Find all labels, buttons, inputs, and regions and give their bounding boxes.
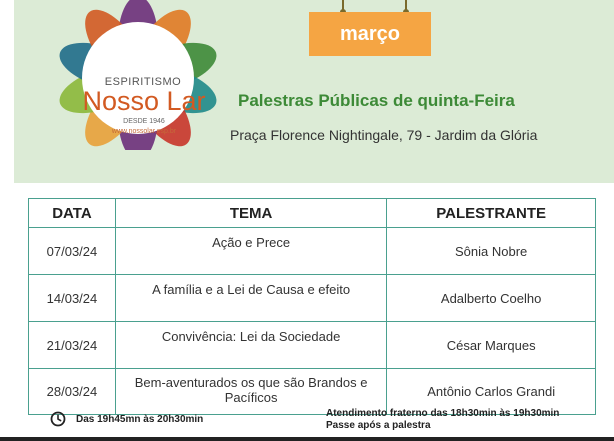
- header-speaker: PALESTRANTE: [387, 199, 596, 228]
- clock-icon: [50, 411, 66, 427]
- row-date: 28/03/24: [29, 369, 116, 415]
- row-speaker: Antônio Carlos Grandi: [387, 369, 596, 415]
- row-date: 14/03/24: [29, 275, 116, 322]
- row-date: 07/03/24: [29, 228, 116, 275]
- brand-name: Nosso Lar: [82, 86, 206, 116]
- row-topic: Convivência: Lei da Sociedade: [115, 322, 386, 369]
- row-speaker: Adalberto Coelho: [387, 275, 596, 322]
- brand-word: ESPIRITISMO: [104, 76, 182, 88]
- row-topic: A família e a Lei de Causa e efeito: [115, 275, 386, 322]
- brand-since: DESDE 1946: [123, 118, 165, 125]
- table-header-row: [29, 199, 596, 228]
- month-badge: março: [309, 12, 431, 56]
- header-date: DATA: [29, 199, 116, 228]
- address: Praça Florence Nightingale, 79 - Jardim da Glória: [230, 127, 538, 143]
- table-row: [29, 322, 596, 369]
- attendance-line: Atendimento fraterno das 18h30min às 19h30min: [326, 408, 560, 419]
- brand-url[interactable]: www.nossolar.esp.br: [111, 128, 177, 135]
- row-topic: Bem-aventurados os que são Brandos e Pacíficos: [115, 369, 386, 415]
- schedule-table: [28, 198, 596, 415]
- row-speaker: César Marques: [387, 322, 596, 369]
- row-date: 21/03/24: [29, 322, 116, 369]
- table-row: [29, 275, 596, 322]
- hanger-right: [405, 0, 407, 12]
- page-title: Palestras Públicas de quinta-Feira: [238, 91, 515, 110]
- hanger-left: [342, 0, 344, 12]
- footer-attendance: [326, 408, 559, 432]
- passe-line: Passe após a palestra: [326, 420, 431, 431]
- table-row: [29, 228, 596, 275]
- bottom-bar: [0, 437, 614, 441]
- header-topic: TEMA: [115, 199, 386, 228]
- footer-time: Das 19h45mn às 20h30min: [76, 414, 204, 425]
- row-topic: Ação e Prece: [115, 228, 386, 275]
- row-speaker: Sônia Nobre: [387, 228, 596, 275]
